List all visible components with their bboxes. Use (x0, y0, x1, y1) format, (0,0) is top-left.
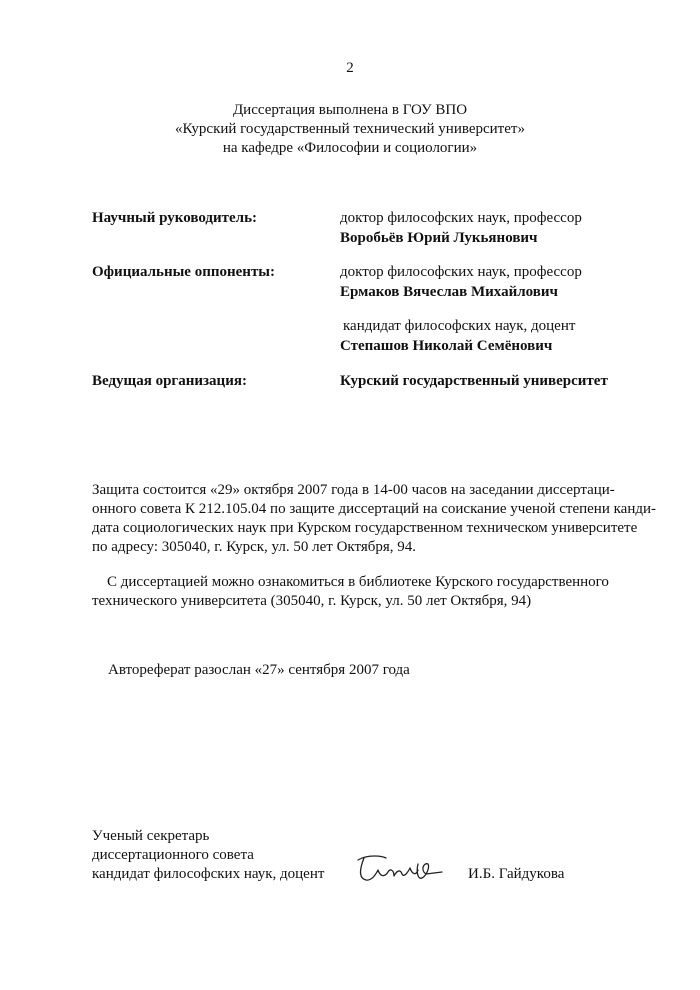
header-line-3: на кафедре «Философии и социологии» (222, 140, 478, 156)
opponent-2-title: кандидат философских наук, доцент (343, 318, 576, 334)
signature (352, 850, 452, 890)
opponent-1-name: Ермаков Вячеслав Михайлович (340, 284, 558, 300)
header-line-2: «Курский государственный технический университет» (175, 121, 525, 137)
supervisor-label: Научный руководитель: (92, 210, 257, 226)
defense-line-1: Защита состоится «29» октября 2007 года в 14-00 часов на заседании диссертаци- (92, 482, 615, 498)
page-number: 2 (346, 60, 354, 76)
defense-line-3: дата социологических наук при Курском государственном техническом университете (92, 520, 638, 536)
header-line-1: Диссертация выполнена в ГОУ ВПО (232, 102, 468, 118)
defense-line-4: по адресу: 305040, г. Курск, ул. 50 лет Октября, 94. (92, 539, 417, 555)
mailed-line: Автореферат разослан «27» сентября 2007 года (108, 662, 410, 678)
lead-org-label: Ведущая организация: (92, 373, 247, 389)
secretary-name: И.Б. Гайдукова (468, 866, 565, 882)
lead-org-name: Курский государственный университет (340, 373, 608, 389)
library-line-2: технического университета (305040, г. Курск, ул. 50 лет Октября, 94) (92, 593, 532, 609)
supervisor-name: Воробьёв Юрий Лукьянович (340, 230, 538, 246)
supervisor-title: доктор философских наук, профессор (340, 210, 582, 226)
defense-line-2: онного совета К 212.105.04 по защите диссертаций на соискание ученой степени канди- (92, 501, 657, 517)
secretary-line-1: Ученый секретарь (92, 828, 210, 844)
opponent-1-title: доктор философских наук, профессор (340, 264, 582, 280)
opponents-label: Официальные оппоненты: (92, 264, 276, 280)
secretary-line-3: кандидат философских наук, доцент (92, 866, 325, 882)
signature-drawing (352, 850, 452, 890)
secretary-line-2: диссертационного совета (92, 847, 254, 863)
library-line-1: С диссертацией можно ознакомиться в библиотеке Курского государственного (107, 574, 609, 590)
opponent-2-name: Степашов Николай Семёнович (340, 338, 553, 354)
